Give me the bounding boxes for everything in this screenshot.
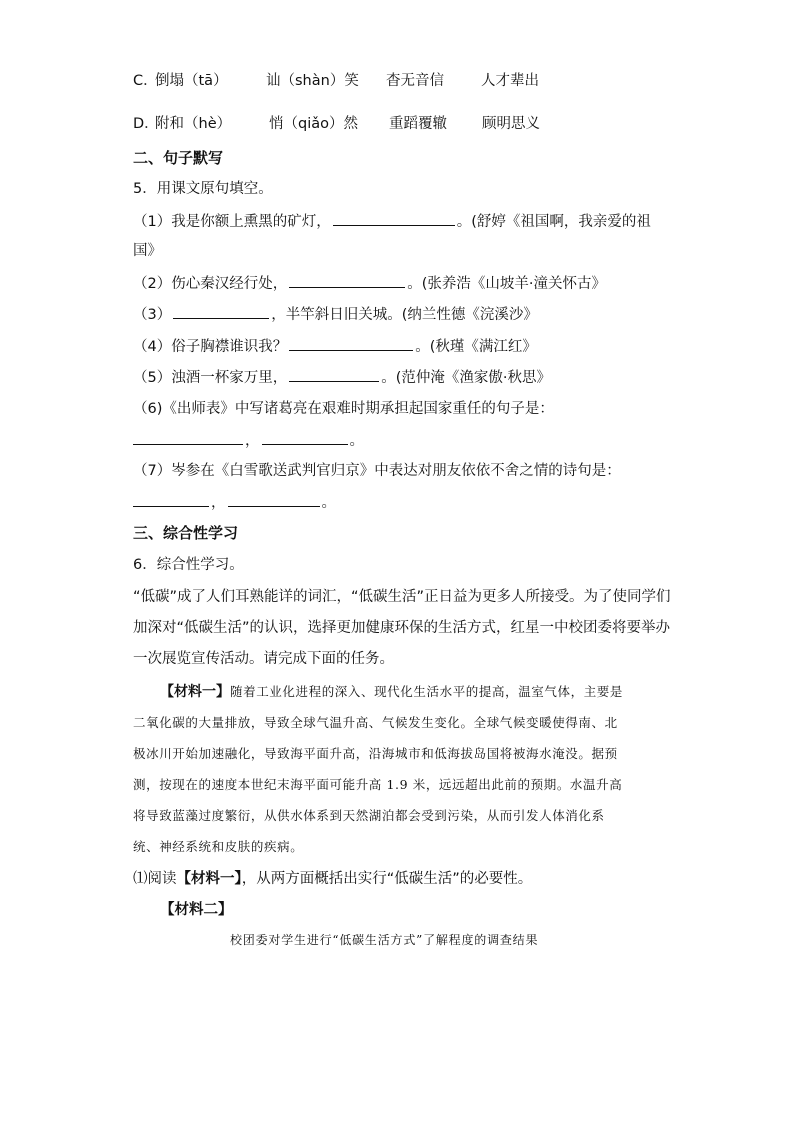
item-2 xyxy=(133,273,606,294)
item-5-source: 。(范仲淹《渔家傲·秋思》 xyxy=(381,370,551,386)
section-3-title: 三、综合性学习 xyxy=(133,524,239,542)
material-1-line-3: 极冰川开始加速融化，导致海平面升高，沿海城市和低海拔岛国将被海水淹没。据预 xyxy=(133,746,618,761)
option-d-word-1: 附和（hè） xyxy=(155,116,232,132)
sub-question-1 xyxy=(133,869,532,889)
item-7-end: 。 xyxy=(321,495,336,511)
item-3-text: ，半竿斜日旧关城。(纳兰性德《浣溪沙》 xyxy=(271,307,538,323)
item-5-text: （5）浊酒一杯家万里， xyxy=(133,370,288,386)
item-7-comma: ， xyxy=(211,495,226,511)
intro-line-1: “低碳”成了人们耳熟能详的词汇，“低碳生活”正日益为更多人所接受。为了使同学们 xyxy=(133,589,671,605)
item-7-blanks xyxy=(133,492,336,513)
sub-question-1-label: 【材料一】 xyxy=(176,871,242,887)
sub-question-1-text: ，从两方面概括出实行“低碳生活”的必要性。 xyxy=(241,871,533,887)
option-c-word-3: 杳无音信 xyxy=(386,73,444,89)
intro-line-2: 加深对“低碳生活”的认识，选择更加健康环保的生活方式，红星一中校团委将要举办 xyxy=(133,620,671,636)
material-1-text: 随着工业化进程的深入、现代化生活水平的提高，温室气体，主要是 xyxy=(230,684,624,699)
item-6-comma: ， xyxy=(245,433,260,449)
item-4-source: 。(秋瑾《满江红》 xyxy=(415,339,537,355)
material-1-line-2: 二氧化碳的大量排放，导致全球气温升高、气候发生变化。全球气候变暖使得南、北 xyxy=(133,715,618,730)
material-2-label: 【材料二】 xyxy=(160,902,233,918)
section-2-title: 二、句子默写 xyxy=(133,149,224,167)
item-2-source: 。(张养浩《山坡羊·潼关怀古》 xyxy=(407,276,606,292)
item-6-end: 。 xyxy=(349,433,364,449)
material-1-line-5: 将导致蓝藻过度繁衍，从供水体系到天然湖泊都会受到污染，从而引发人体消化系 xyxy=(133,808,605,823)
item-1-source: 。(舒婷《祖国啊，我亲爱的祖 xyxy=(456,214,651,230)
question-6: 6．综合性学习。 xyxy=(133,557,244,573)
item-4 xyxy=(133,336,537,357)
option-d-word-4: 顾明思义 xyxy=(482,116,540,132)
option-d-word-3: 重蹈覆辙 xyxy=(389,116,447,132)
item-2-text: （2）伤心秦汉经行处， xyxy=(133,276,288,292)
material-1-line-4: 测，按现在的速度本世纪末海平面可能升高 1.9 米，远远超出此前的预期。水温升高 xyxy=(133,777,623,792)
item-3 xyxy=(133,304,538,325)
item-4-text: （4）俗子胸襟谁识我？ xyxy=(133,339,288,355)
intro-line-3: 一次展览宣传活动。请完成下面的任务。 xyxy=(133,651,394,667)
material-1-line-1 xyxy=(160,682,623,702)
option-d-letter: D． xyxy=(133,116,159,132)
answer-blank[interactable] xyxy=(173,304,269,319)
answer-blank[interactable] xyxy=(289,273,405,288)
option-c-letter: C． xyxy=(133,73,158,89)
sub-question-1-prefix: ⑴阅读 xyxy=(133,871,177,887)
item-6-blanks xyxy=(133,430,364,451)
option-c-word-2: 讪（shàn）笑 xyxy=(266,73,359,89)
answer-blank[interactable] xyxy=(262,430,348,445)
answer-blank[interactable] xyxy=(228,492,320,507)
answer-blank[interactable] xyxy=(333,211,455,226)
item-5 xyxy=(133,367,551,388)
question-5: 5．用课文原句填空。 xyxy=(133,181,273,197)
item-6: （6)《出师表》中写诸葛亮在艰难时期承担起国家重任的句子是： xyxy=(133,401,554,417)
item-1-cont: 国》 xyxy=(133,243,162,259)
item-3-num: （3） xyxy=(133,307,172,323)
option-c-word-4: 人才辈出 xyxy=(481,73,539,89)
material-1-label: 【材料一】 xyxy=(160,684,230,700)
answer-blank[interactable] xyxy=(289,367,379,382)
item-1-text: （1）我是你额上熏黑的矿灯， xyxy=(133,214,331,230)
option-c-word-1: 倒塌（tā） xyxy=(155,73,228,89)
answer-blank[interactable] xyxy=(133,430,243,445)
item-1 xyxy=(133,211,651,232)
answer-blank[interactable] xyxy=(133,492,209,507)
chart-caption: 校团委对学生进行“低碳生活方式”了解程度的调查结果 xyxy=(230,933,539,947)
answer-blank[interactable] xyxy=(289,336,413,351)
material-1-line-6: 统、神经系统和皮肤的疾病。 xyxy=(133,839,304,854)
option-d-word-2: 悄（qiǎo）然 xyxy=(269,116,358,132)
item-7: （7）岑参在《白雪歌送武判官归京》中表达对朋友依依不舍之情的诗句是： xyxy=(133,463,621,479)
